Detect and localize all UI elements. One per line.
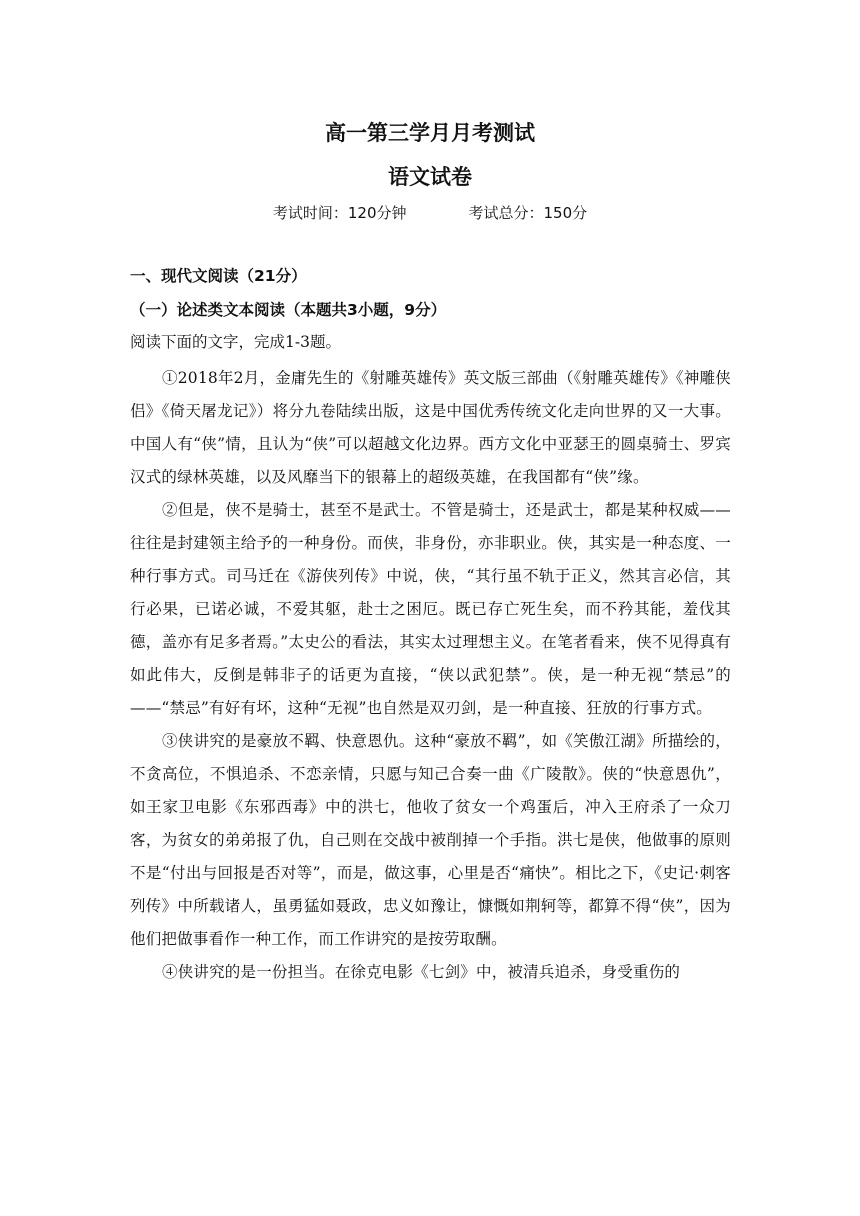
paragraph-2: ②但是，侠不是骑士，甚至不是武士。不管是骑士，还是武士，都是某种权威——往往是封建领主给予的一种身份。而侠，非身份，亦非职业。侠，其实是一种态度、一种行事方式。司马迁在《游侠列传》中说，侠，“其行虽不轨于正义，然其言必信，其行必果，已诺必诚，不爱其躯，赴士之困厄。既已存亡死生矣，而不矜其能，羞伐其德，盖亦有足多者焉。”太史公的看法，其实太过理想主义。在笔者看来，侠不见得真有如此伟大，反倒是韩非子的话更为直接，“侠以武犯禁”。侠，是一种无视“禁忌”的——“禁忌”有好有坏，这种“无视”也自然是双刃剑，是一种直接、狂放的行事方式。: [130, 501, 731, 717]
paragraph-4: ④侠讲究的是一份担当。在徐克电影《七剑》中，被清兵追杀，身受重伤的: [162, 963, 681, 981]
exam-time: 考试时间：120分钟: [272, 204, 407, 222]
reading-instruction: 阅读下面的文字，完成1-3题。: [130, 333, 341, 351]
exam-meta: [0, 202, 860, 223]
exam-title: 高一第三学月月考测试: [325, 121, 535, 145]
paragraph-1: ①2018年2月，金庸先生的《射雕英雄传》英文版三部曲（《射雕英雄传》《神雕侠侣》《倚天屠龙记》）将分九卷陆续出版，这是中国优秀传统文化走向世界的又一大事。中国人有“侠”情，且认为“侠”可以超越文化边界。西方文化中亚瑟王的圆桌骑士、罗宾汉式的绿林英雄，以及风靡当下的银幕上的超级英雄，在我国都有“侠”缘。: [130, 369, 731, 486]
subsection-heading: （一）论述类文本阅读（本题共3小题，9分）: [130, 301, 447, 319]
section-heading: 一、现代文阅读（21分）: [130, 267, 307, 285]
total-score: 考试总分：150分: [468, 204, 588, 222]
exam-subtitle: 语文试卷: [388, 165, 472, 189]
paragraph-3: ③侠讲究的是豪放不羁、快意恩仇。这种“豪放不羁”，如《笑傲江湖》所描绘的，不贪高位，不惧追杀、不恋亲情，只愿与知己合奏一曲《广陵散》。侠的“快意恩仇”，如王家卫电影《东邪西毒》中的洪七，他收了贫女一个鸡蛋后，冲入王府杀了一众刀客，为贫女的弟弟报了仇，自己则在交战中被削掉一个手指。洪七是侠，他做事的原则不是“付出与回报是否对等”，而是，做这事，心里是否“痛快”。相比之下，《史记·刺客列传》中所载诸人，虽勇猛如聂政，忠义如豫让，慷慨如荆轲等，都算不得“侠”，因为他们把做事看作一种工作，而工作讲究的是按劳取酬。: [130, 732, 731, 948]
reading-passage: [130, 362, 731, 989]
